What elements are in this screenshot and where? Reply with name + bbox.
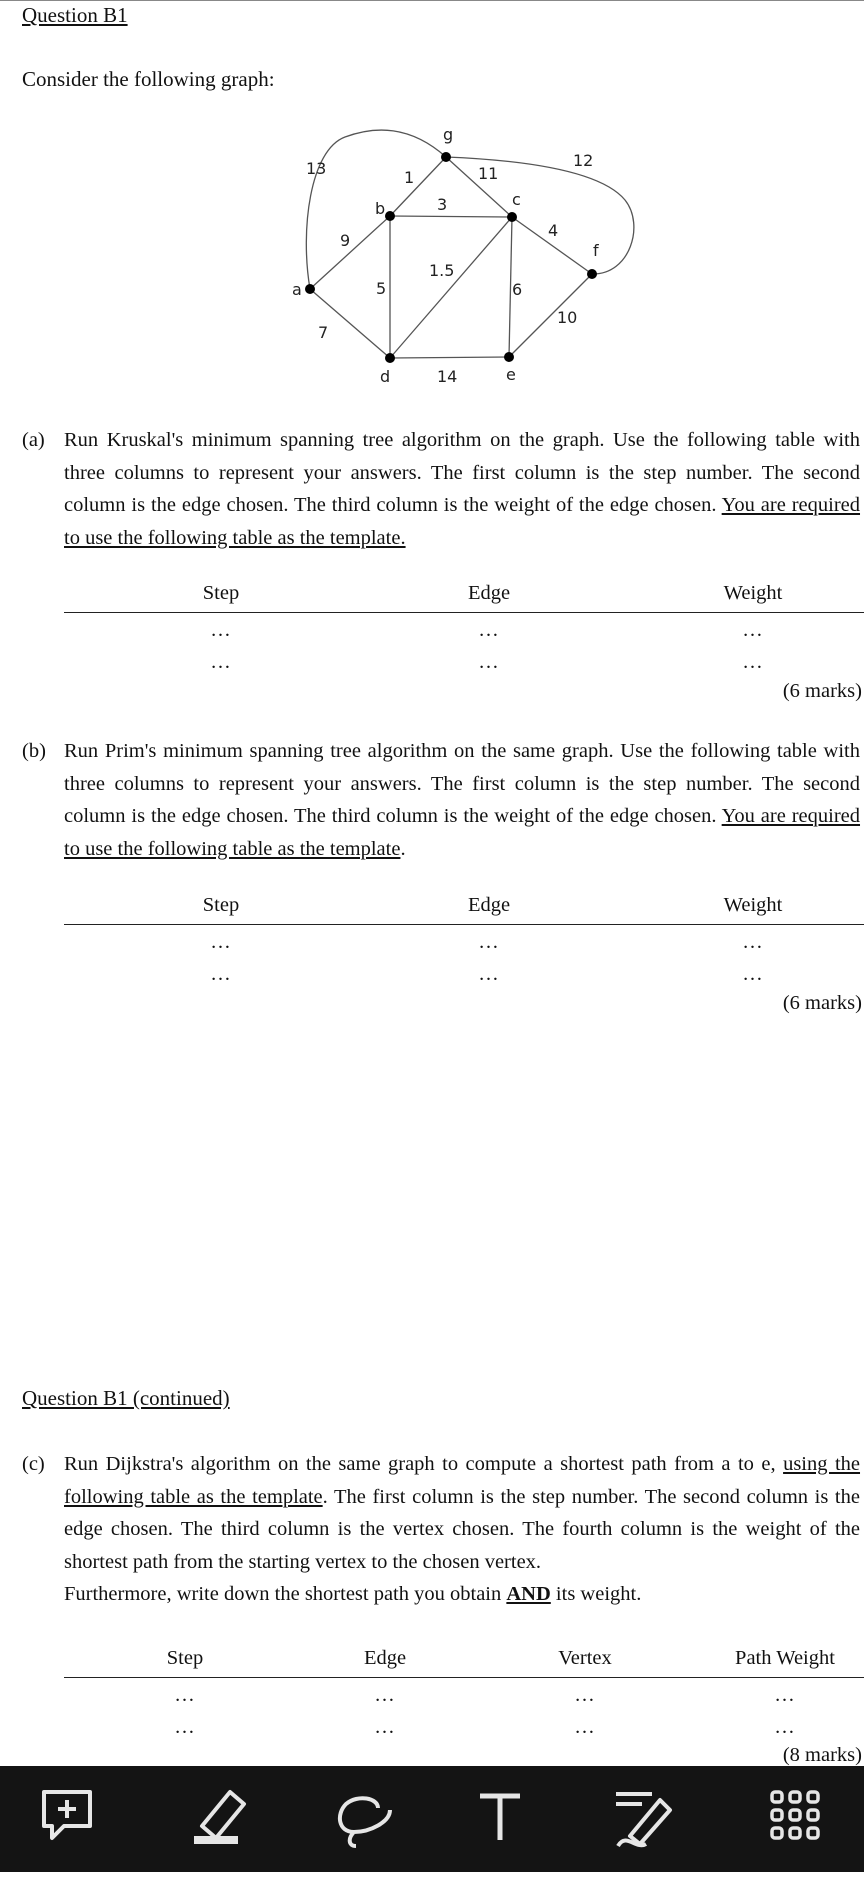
question-heading-continued: Question B1 (continued) (22, 1386, 230, 1410)
weight-a-b: 9 (340, 231, 351, 250)
weight-g-f: 12 (573, 151, 594, 170)
weight-e-f: 10 (557, 308, 578, 327)
header-step: Step (202, 582, 240, 604)
cell: … (478, 963, 500, 985)
edge-weights (306, 151, 593, 386)
cell: … (374, 1684, 396, 1706)
part-a-instruction: You are required to use the following table as the template. (64, 494, 861, 549)
cell: … (742, 619, 764, 641)
vertex-g (441, 152, 451, 162)
part-c-text2: . The first column is the step number. The second column is the edge chosen. The third column is the vertex chosen. The fourth column is the weight of the shortest path from the starting vertex to the chosen vertex. (64, 1485, 860, 1573)
part-c-followup (64, 1578, 860, 1611)
part-a-body (64, 424, 860, 554)
weight-a-g: 13 (306, 159, 327, 178)
part-a-marks: (6 marks) (782, 680, 862, 702)
weight-a-d: 7 (318, 323, 329, 342)
cell: … (742, 931, 764, 953)
vertex-labels (292, 125, 599, 386)
edge-g-f (446, 157, 634, 274)
weight-b-c: 3 (437, 195, 448, 214)
table-header (64, 578, 864, 613)
cell: … (478, 651, 500, 673)
part-c-instruction: using the following table as the template (64, 1453, 861, 1508)
header-edge: Edge (467, 894, 511, 916)
part-c-label: (c) (22, 1453, 45, 1475)
weight-b-g: 1 (404, 168, 415, 187)
cell: … (742, 651, 764, 673)
vertex-e (504, 352, 514, 362)
kruskal-table (64, 578, 864, 677)
cell: … (478, 931, 500, 953)
cell: … (774, 1684, 796, 1706)
vertex-f (587, 269, 597, 279)
part-c-text: Run Dijkstra's algorithm on the same graph to compute a shortest path from a to e, (64, 1453, 776, 1475)
cell: … (774, 1716, 796, 1738)
cell: … (210, 963, 232, 985)
table-row (64, 1678, 864, 1710)
weight-g-c: 11 (478, 164, 499, 183)
cell: … (574, 1684, 596, 1706)
more-grid-icon[interactable] (766, 1788, 830, 1872)
vertex-label-d: d (380, 367, 391, 386)
question-heading: Question B1 (22, 3, 128, 27)
highlighter-icon[interactable] (190, 1788, 254, 1872)
weight-b-d: 5 (376, 279, 387, 298)
vertex-label-b: b (375, 199, 386, 218)
header-step: Step (202, 894, 240, 916)
cell: … (174, 1684, 196, 1706)
cell: … (210, 651, 232, 673)
edge-d-e (390, 357, 509, 358)
part-a-label: (a) (22, 429, 45, 451)
header-edge: Edge (467, 582, 511, 604)
graph-figure (0, 110, 864, 400)
cell: … (478, 619, 500, 641)
vertex-c (507, 212, 517, 222)
cell: … (210, 931, 232, 953)
prim-table (64, 890, 864, 989)
cell: … (374, 1716, 396, 1738)
edge-c-d (390, 217, 512, 358)
weight-c-f: 4 (548, 221, 559, 240)
table-row (64, 925, 864, 957)
header-step: Step (166, 1647, 204, 1669)
part-c-text3: Furthermore, write down the shortest path you obtain (64, 1583, 502, 1605)
header-path-weight: Path Weight (735, 1647, 835, 1669)
part-b-tail: . (400, 837, 406, 860)
dijkstra-table (64, 1643, 864, 1742)
part-b-label: (b) (22, 740, 46, 762)
part-c (22, 1448, 860, 1611)
table-header (64, 890, 864, 925)
vertex-label-a: a (292, 280, 302, 299)
header-vertex: Vertex (558, 1647, 612, 1669)
lasso-icon[interactable] (334, 1788, 398, 1872)
part-c-emphasis: AND (506, 1583, 551, 1605)
sign-icon[interactable] (612, 1788, 676, 1872)
graph-vertices (305, 152, 597, 363)
table-row (64, 1710, 864, 1742)
vertex-d (385, 353, 395, 363)
add-comment-icon[interactable] (38, 1788, 102, 1872)
text-icon[interactable] (470, 1788, 534, 1872)
part-b-body (64, 735, 860, 865)
table-row (64, 645, 864, 677)
table-row (64, 613, 864, 645)
table-row (64, 957, 864, 989)
weight-c-d: 1.5 (429, 261, 455, 280)
part-a (22, 424, 860, 554)
vertex-label-e: e (506, 365, 516, 384)
cell: … (574, 1716, 596, 1738)
edge-b-c (390, 216, 512, 217)
annotation-toolbar (0, 1766, 864, 1872)
part-c-text3-post: its weight. (555, 1583, 642, 1605)
cell: … (210, 619, 232, 641)
header-weight: Weight (723, 582, 783, 604)
weight-d-e: 14 (437, 367, 458, 386)
part-c-body (64, 1448, 860, 1578)
vertex-label-g: g (443, 125, 454, 144)
part-b-text: Run Prim's minimum spanning tree algorithm on the same graph. Use the following table with three columns to represent your answers. The first column is the step number. The second column is the edge chosen. The third column is the weight of the edge chosen. (64, 740, 860, 827)
vertex-a (305, 284, 315, 294)
header-edge: Edge (363, 1647, 407, 1669)
part-a-text: Run Kruskal's minimum spanning tree algorithm on the graph. Use the following table with three columns to represent your answers. The first column is the step number. The second column is the edge chosen. The third column is the weight of the edge chosen. (64, 429, 860, 516)
vertex-label-f: f (593, 241, 599, 260)
header-weight: Weight (723, 894, 783, 916)
table-header (64, 1643, 864, 1678)
part-b-instruction: You are required to use the following table as the template (64, 805, 861, 860)
vertex-b (385, 211, 395, 221)
intro-text: Consider the following graph: (22, 67, 275, 91)
top-divider (0, 0, 864, 1)
part-b (22, 735, 860, 865)
part-c-marks: (8 marks) (782, 1744, 862, 1766)
cell: … (174, 1716, 196, 1738)
part-b-marks: (6 marks) (782, 992, 862, 1014)
vertex-label-c: c (512, 190, 521, 209)
cell: … (742, 963, 764, 985)
weight-c-e: 6 (512, 280, 523, 299)
